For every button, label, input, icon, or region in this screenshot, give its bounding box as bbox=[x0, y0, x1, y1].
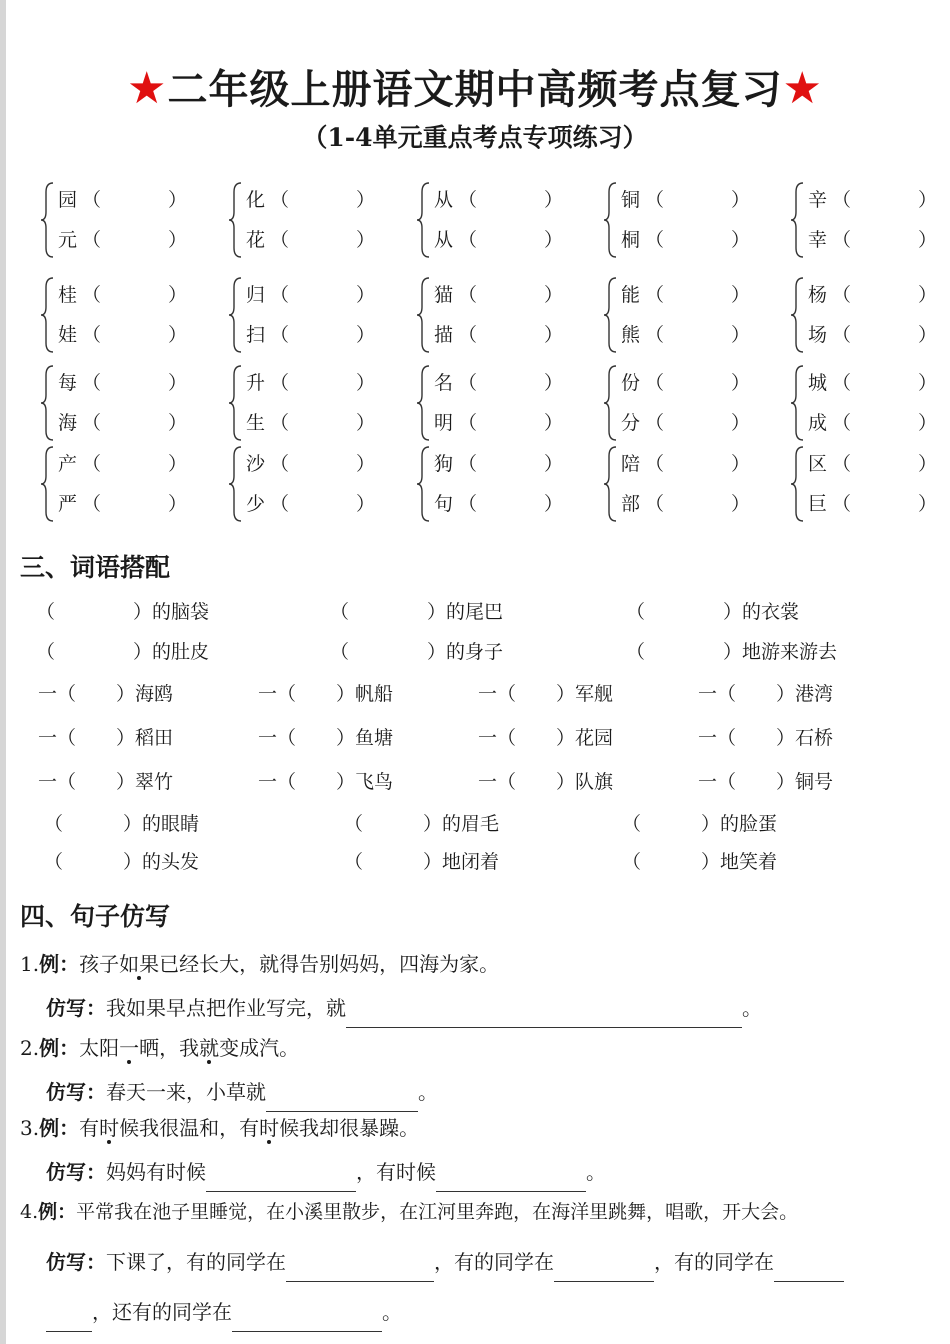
example-4: 4.例：平常我在池子里睡觉，在小溪里散步，在江河里奔跑，在海洋里跳舞，唱歌，开大会。 bbox=[20, 1201, 799, 1223]
character: 句 bbox=[434, 493, 454, 515]
character-pair bbox=[228, 275, 408, 355]
open-paren: （ bbox=[82, 284, 102, 306]
character-blank-line bbox=[621, 444, 781, 484]
character-pair bbox=[603, 363, 783, 443]
character-blank-line bbox=[58, 220, 218, 260]
open-paren: （ bbox=[645, 284, 665, 306]
open-paren: （ bbox=[832, 412, 852, 434]
open-paren: （ bbox=[458, 372, 478, 394]
open-paren: （ bbox=[270, 189, 290, 211]
open-paren: （ bbox=[832, 324, 852, 346]
close-paren: ） bbox=[356, 493, 376, 515]
brace-icon bbox=[416, 275, 432, 355]
open-paren: （ bbox=[270, 229, 290, 251]
word-match-item: （ ）的肚皮 bbox=[36, 641, 210, 663]
close-paren: ） bbox=[356, 229, 376, 251]
character-blank-line bbox=[246, 315, 406, 355]
character: 从 bbox=[434, 189, 454, 211]
close-paren: ） bbox=[731, 229, 751, 251]
character: 城 bbox=[808, 372, 828, 394]
brace-icon bbox=[603, 275, 619, 355]
character-blank-line bbox=[246, 444, 406, 484]
close-paren: ） bbox=[731, 372, 751, 394]
character: 生 bbox=[246, 412, 266, 434]
open-paren: （ bbox=[458, 189, 478, 211]
close-paren: ） bbox=[918, 189, 938, 211]
brace-icon bbox=[228, 180, 244, 260]
character: 陪 bbox=[621, 453, 641, 475]
brace-icon bbox=[790, 275, 806, 355]
close-paren: ） bbox=[356, 453, 376, 475]
character-blank-line bbox=[58, 180, 218, 220]
brace-icon bbox=[790, 363, 806, 443]
answer-blank[interactable] bbox=[206, 1163, 356, 1192]
character-pair bbox=[790, 444, 950, 524]
open-paren: （ bbox=[82, 229, 102, 251]
character-pair bbox=[603, 444, 783, 524]
close-paren: ） bbox=[356, 372, 376, 394]
character-blank-line bbox=[246, 403, 406, 443]
character: 元 bbox=[58, 229, 78, 251]
character-blank-line bbox=[621, 403, 781, 443]
page-edge bbox=[0, 0, 6, 1344]
character-blank-line bbox=[808, 363, 950, 403]
word-match-item: （ ）地闭着 bbox=[344, 851, 500, 873]
close-paren: ） bbox=[544, 229, 564, 251]
character-blank-line bbox=[434, 275, 594, 315]
open-paren: （ bbox=[82, 189, 102, 211]
word-match-item: （ ）的脑袋 bbox=[36, 601, 210, 623]
imitate-4-continued: ，还有的同学在 。 bbox=[46, 1292, 402, 1332]
answer-blank[interactable] bbox=[774, 1253, 844, 1282]
measure-word-item: 一（ ）军舰 bbox=[478, 683, 614, 705]
measure-word-item: 一（ ）鱼塘 bbox=[258, 727, 394, 749]
character: 幸 bbox=[808, 229, 828, 251]
close-paren: ） bbox=[918, 284, 938, 306]
open-paren: （ bbox=[82, 412, 102, 434]
character-blank-line bbox=[621, 484, 781, 524]
close-paren: ） bbox=[168, 453, 188, 475]
section-3-heading: 三、词语搭配 bbox=[20, 553, 171, 582]
character-pair bbox=[228, 444, 408, 524]
close-paren: ） bbox=[731, 284, 751, 306]
close-paren: ） bbox=[918, 493, 938, 515]
close-paren: ） bbox=[544, 412, 564, 434]
close-paren: ） bbox=[544, 284, 564, 306]
character: 桂 bbox=[58, 284, 78, 306]
close-paren: ） bbox=[918, 229, 938, 251]
character: 归 bbox=[246, 284, 266, 306]
character-pair bbox=[416, 180, 596, 260]
open-paren: （ bbox=[832, 493, 852, 515]
character-blank-line bbox=[58, 275, 218, 315]
open-paren: （ bbox=[832, 453, 852, 475]
answer-blank[interactable] bbox=[436, 1163, 586, 1192]
close-paren: ） bbox=[168, 412, 188, 434]
character: 严 bbox=[58, 493, 78, 515]
word-match-item: （ ）的眼睛 bbox=[44, 813, 200, 835]
character: 娃 bbox=[58, 324, 78, 346]
character-blank-line bbox=[808, 444, 950, 484]
close-paren: ） bbox=[168, 229, 188, 251]
character: 花 bbox=[246, 229, 266, 251]
measure-word-item: 一（ ）铜号 bbox=[698, 771, 834, 793]
character-pair bbox=[228, 363, 408, 443]
character-blank-line bbox=[434, 180, 594, 220]
brace-icon bbox=[40, 180, 56, 260]
brace-icon bbox=[228, 363, 244, 443]
open-paren: （ bbox=[832, 229, 852, 251]
character-pair bbox=[40, 363, 220, 443]
open-paren: （ bbox=[270, 412, 290, 434]
close-paren: ） bbox=[731, 324, 751, 346]
close-paren: ） bbox=[168, 324, 188, 346]
close-paren: ） bbox=[356, 284, 376, 306]
brace-icon bbox=[416, 363, 432, 443]
character-pair bbox=[416, 275, 596, 355]
open-paren: （ bbox=[645, 412, 665, 434]
answer-blank[interactable] bbox=[46, 1303, 92, 1332]
word-match-item: （ ）的衣裳 bbox=[626, 601, 800, 623]
character-pair bbox=[40, 275, 220, 355]
character-pair bbox=[40, 180, 220, 260]
character: 少 bbox=[246, 493, 266, 515]
character-blank-line bbox=[808, 403, 950, 443]
character-pair bbox=[228, 180, 408, 260]
character-blank-line bbox=[434, 484, 594, 524]
character-blank-line bbox=[58, 484, 218, 524]
word-match-item: （ ）的脸蛋 bbox=[622, 813, 778, 835]
word-match-item: （ ）的身子 bbox=[330, 641, 504, 663]
measure-word-item: 一（ ）帆船 bbox=[258, 683, 394, 705]
character-blank-line bbox=[434, 444, 594, 484]
character-blank-line bbox=[434, 220, 594, 260]
character-blank-line bbox=[621, 363, 781, 403]
open-paren: （ bbox=[458, 412, 478, 434]
character: 巨 bbox=[808, 493, 828, 515]
close-paren: ） bbox=[544, 324, 564, 346]
open-paren: （ bbox=[832, 284, 852, 306]
character-blank-line bbox=[808, 275, 950, 315]
open-paren: （ bbox=[645, 493, 665, 515]
open-paren: （ bbox=[82, 493, 102, 515]
character: 熊 bbox=[621, 324, 641, 346]
open-paren: （ bbox=[82, 324, 102, 346]
character-pair bbox=[603, 275, 783, 355]
character-blank-line bbox=[808, 220, 950, 260]
character-blank-line bbox=[434, 315, 594, 355]
close-paren: ） bbox=[918, 324, 938, 346]
close-paren: ） bbox=[918, 453, 938, 475]
word-match-item: （ ）地笑着 bbox=[622, 851, 778, 873]
imitate-2: 仿写：春天一来，小草就 。 bbox=[46, 1072, 438, 1112]
brace-icon bbox=[790, 444, 806, 524]
character-blank-line bbox=[621, 220, 781, 260]
character-blank-line bbox=[621, 275, 781, 315]
character: 化 bbox=[246, 189, 266, 211]
close-paren: ） bbox=[168, 189, 188, 211]
imitate-3: 仿写：妈妈有时候 ，有时候 。 bbox=[46, 1152, 606, 1192]
close-paren: ） bbox=[731, 453, 751, 475]
character: 成 bbox=[808, 412, 828, 434]
character: 份 bbox=[621, 372, 641, 394]
word-match-item: （ ）的头发 bbox=[44, 851, 200, 873]
close-paren: ） bbox=[544, 493, 564, 515]
brace-icon bbox=[603, 180, 619, 260]
character: 明 bbox=[434, 412, 454, 434]
page-title bbox=[0, 58, 950, 115]
close-paren: ） bbox=[731, 189, 751, 211]
character-blank-line bbox=[246, 363, 406, 403]
open-paren: （ bbox=[645, 189, 665, 211]
character: 扫 bbox=[246, 324, 266, 346]
open-paren: （ bbox=[270, 372, 290, 394]
section-4-heading: 四、句子仿写 bbox=[20, 902, 171, 931]
imitate-1: 仿写：我如果早点把作业写完，就 。 bbox=[46, 988, 762, 1028]
brace-icon bbox=[603, 444, 619, 524]
character: 名 bbox=[434, 372, 454, 394]
brace-icon bbox=[790, 180, 806, 260]
character: 能 bbox=[621, 284, 641, 306]
character-blank-line bbox=[621, 315, 781, 355]
close-paren: ） bbox=[544, 372, 564, 394]
page-title-text: 二年级上册语文期中高频考点复习 bbox=[167, 67, 783, 113]
character-blank-line bbox=[434, 403, 594, 443]
open-paren: （ bbox=[270, 493, 290, 515]
open-paren: （ bbox=[832, 189, 852, 211]
character: 辛 bbox=[808, 189, 828, 211]
character: 描 bbox=[434, 324, 454, 346]
brace-icon bbox=[40, 363, 56, 443]
close-paren: ） bbox=[544, 453, 564, 475]
character-blank-line bbox=[808, 180, 950, 220]
open-paren: （ bbox=[270, 453, 290, 475]
brace-icon bbox=[228, 444, 244, 524]
character-blank-line bbox=[246, 484, 406, 524]
character-blank-line bbox=[58, 403, 218, 443]
measure-word-item: 一（ ）队旗 bbox=[478, 771, 614, 793]
character-blank-line bbox=[621, 180, 781, 220]
measure-word-item: 一（ ）花园 bbox=[478, 727, 614, 749]
close-paren: ） bbox=[168, 284, 188, 306]
character-pair bbox=[790, 275, 950, 355]
word-match-item: （ ）的尾巴 bbox=[330, 601, 504, 623]
close-paren: ） bbox=[168, 493, 188, 515]
character: 沙 bbox=[246, 453, 266, 475]
character-blank-line bbox=[58, 363, 218, 403]
measure-word-item: 一（ ）飞鸟 bbox=[258, 771, 394, 793]
brace-icon bbox=[416, 444, 432, 524]
character: 园 bbox=[58, 189, 78, 211]
character-blank-line bbox=[246, 220, 406, 260]
character-pair bbox=[790, 180, 950, 260]
brace-icon bbox=[603, 363, 619, 443]
character: 杨 bbox=[808, 284, 828, 306]
character: 海 bbox=[58, 412, 78, 434]
character: 狗 bbox=[434, 453, 454, 475]
open-paren: （ bbox=[458, 453, 478, 475]
open-paren: （ bbox=[458, 284, 478, 306]
close-paren: ） bbox=[918, 412, 938, 434]
close-paren: ） bbox=[544, 189, 564, 211]
character: 场 bbox=[808, 324, 828, 346]
character-blank-line bbox=[246, 275, 406, 315]
example-3: 3.例：有时候我很温和，有时候我却很暴躁。 bbox=[20, 1116, 420, 1140]
example-1: 1.例：孩子如果已经长大，就得告别妈妈，四海为家。 bbox=[20, 952, 500, 976]
close-paren: ） bbox=[356, 324, 376, 346]
answer-blank[interactable] bbox=[346, 999, 742, 1028]
brace-icon bbox=[40, 275, 56, 355]
measure-word-item: 一（ ）港湾 bbox=[698, 683, 834, 705]
brace-icon bbox=[416, 180, 432, 260]
answer-blank[interactable] bbox=[554, 1253, 654, 1282]
open-paren: （ bbox=[645, 453, 665, 475]
close-paren: ） bbox=[356, 189, 376, 211]
character: 分 bbox=[621, 412, 641, 434]
open-paren: （ bbox=[270, 324, 290, 346]
character: 升 bbox=[246, 372, 266, 394]
open-paren: （ bbox=[82, 372, 102, 394]
character-pair bbox=[40, 444, 220, 524]
close-paren: ） bbox=[168, 372, 188, 394]
character: 猫 bbox=[434, 284, 454, 306]
character-pair bbox=[416, 363, 596, 443]
character-blank-line bbox=[808, 315, 950, 355]
character: 桐 bbox=[621, 229, 641, 251]
answer-blank[interactable] bbox=[286, 1253, 434, 1282]
open-paren: （ bbox=[270, 284, 290, 306]
imitate-4: 仿写：下课了，有的同学在 ，有的同学在 ，有的同学在 bbox=[46, 1242, 844, 1282]
character: 铜 bbox=[621, 189, 641, 211]
character: 区 bbox=[808, 453, 828, 475]
measure-word-item: 一（ ）海鸥 bbox=[38, 683, 174, 705]
star-icon: ★ bbox=[782, 63, 823, 114]
character-blank-line bbox=[58, 315, 218, 355]
close-paren: ） bbox=[731, 412, 751, 434]
character: 产 bbox=[58, 453, 78, 475]
character-pair bbox=[416, 444, 596, 524]
character-blank-line bbox=[246, 180, 406, 220]
open-paren: （ bbox=[645, 229, 665, 251]
example-2: 2.例：太阳一晒，我就变成汽。 bbox=[20, 1036, 300, 1060]
open-paren: （ bbox=[458, 324, 478, 346]
character-pair bbox=[603, 180, 783, 260]
measure-word-item: 一（ ）石桥 bbox=[698, 727, 834, 749]
close-paren: ） bbox=[731, 493, 751, 515]
open-paren: （ bbox=[645, 324, 665, 346]
character-pair bbox=[790, 363, 950, 443]
word-match-item: （ ）地游来游去 bbox=[626, 641, 838, 663]
close-paren: ） bbox=[356, 412, 376, 434]
word-match-item: （ ）的眉毛 bbox=[344, 813, 500, 835]
star-icon: ★ bbox=[127, 63, 168, 114]
character: 部 bbox=[621, 493, 641, 515]
character-blank-line bbox=[808, 484, 950, 524]
measure-word-item: 一（ ）翠竹 bbox=[38, 771, 174, 793]
open-paren: （ bbox=[458, 493, 478, 515]
answer-blank[interactable] bbox=[232, 1303, 382, 1332]
character-blank-line bbox=[434, 363, 594, 403]
brace-icon bbox=[228, 275, 244, 355]
open-paren: （ bbox=[832, 372, 852, 394]
page-subtitle: （1-4单元重点考点专项练习） bbox=[302, 123, 648, 152]
brace-icon bbox=[40, 444, 56, 524]
character: 每 bbox=[58, 372, 78, 394]
open-paren: （ bbox=[645, 372, 665, 394]
open-paren: （ bbox=[458, 229, 478, 251]
open-paren: （ bbox=[82, 453, 102, 475]
measure-word-item: 一（ ）稻田 bbox=[38, 727, 174, 749]
close-paren: ） bbox=[918, 372, 938, 394]
character-blank-line bbox=[58, 444, 218, 484]
character: 从 bbox=[434, 229, 454, 251]
